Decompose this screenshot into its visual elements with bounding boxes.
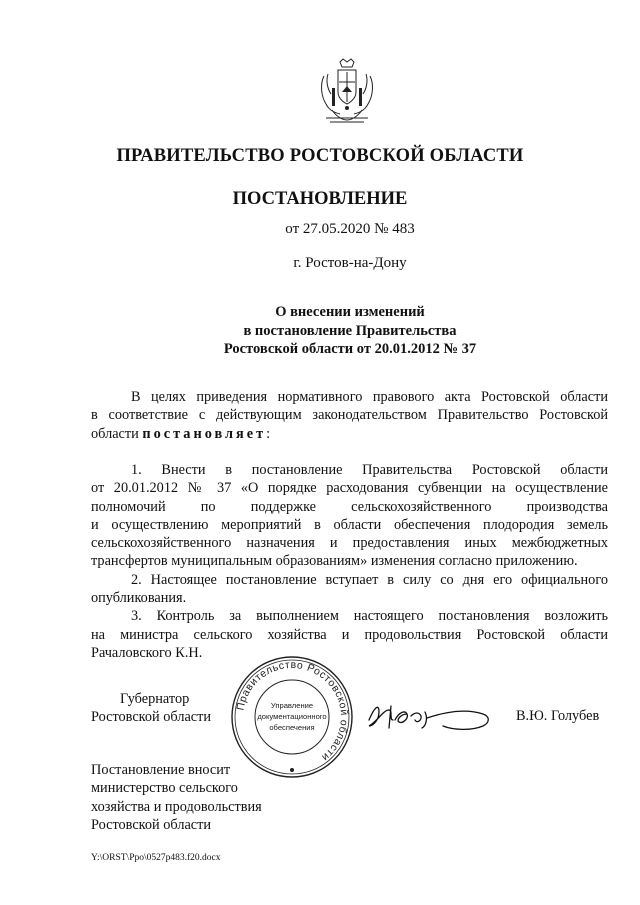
signer-position	[91, 690, 211, 727]
subject-line: Ростовской области от 20.01.2012 № 37	[223, 341, 477, 357]
submitter-line: министерство сельского	[91, 780, 238, 797]
item-2-line: опубликования.	[91, 590, 187, 607]
document-subject	[0, 303, 640, 359]
handwritten-signature	[365, 694, 495, 736]
signer-region: Ростовской области	[91, 709, 212, 726]
item-1-line: и осуществлению мероприятий в области обеспечения плодородия земель	[91, 516, 608, 533]
item-2-line: 2. Настоящее постановление вступает в силу со дня его официального	[131, 571, 608, 588]
preamble-paragraph	[91, 388, 608, 443]
coat-of-arms-icon	[318, 58, 376, 130]
item-1-line: трансфертов муниципальным образованиям» изменения согласно приложению.	[91, 553, 578, 570]
stamp-center-line: обеспечения	[269, 723, 315, 732]
text-line: В целях приведения нормативного правового акта Ростовской области	[131, 389, 608, 405]
organization-title: ПРАВИТЕЛЬСТВО РОСТОВСКОЙ ОБЛАСТИ	[116, 146, 524, 166]
item-1-line: 1. Внести в постановление Правительства Ростовской области	[131, 462, 608, 478]
item-3-line: Рачаловского К.Н.	[91, 644, 203, 661]
submitter-line: Ростовской области	[91, 816, 212, 833]
subject-line: О внесении изменений	[275, 304, 425, 320]
submitter-block	[91, 761, 262, 834]
text-fragment: :	[266, 425, 271, 442]
file-path-footer: Y:\ORST\Ppo\0527p483.f20.docx	[91, 853, 221, 863]
stamp-center-line: документационного	[257, 712, 327, 721]
submitter-line: Постановление вносит	[91, 762, 231, 778]
document-city: г. Ростов-на-Дону	[293, 255, 407, 271]
item-3-line: 3. Контроль за выполнением настоящего постановления возложить	[131, 608, 608, 625]
text-line	[91, 425, 608, 443]
document-type: ПОСТАНОВЛЕНИЕ	[232, 189, 408, 209]
item-1-line: полномочий по поддержке сельскохозяйственного производства	[91, 498, 608, 515]
signer-title: Губернатор	[120, 691, 190, 707]
item-1-line: сельскохозяйственного назначения и предоставления иных межбюджетных	[91, 535, 608, 552]
text-line: в соответствие с действующим законодательством Правительство Ростовской	[91, 407, 608, 424]
resolves-word: постановляет	[142, 425, 267, 442]
document-date-number: от 27.05.2020 № 483	[285, 221, 415, 237]
item-3-line: на министра сельского хозяйства и продовольствия Ростовской области	[91, 626, 608, 643]
stamp-ring-text: Правительство Ростовской области	[234, 658, 351, 764]
item-1-line: от 20.01.2012 № 37 «О порядке расходования субвенции на осуществление	[91, 480, 608, 497]
submitter-line: хозяйства и продовольствия	[91, 798, 262, 815]
text-fragment: области	[91, 425, 143, 442]
resolution-items	[91, 461, 608, 662]
subject-line: в постановление Правительства	[243, 322, 457, 339]
stamp-center-line: Управление	[270, 701, 314, 710]
signer-name: В.Ю. Голубев	[516, 708, 600, 724]
